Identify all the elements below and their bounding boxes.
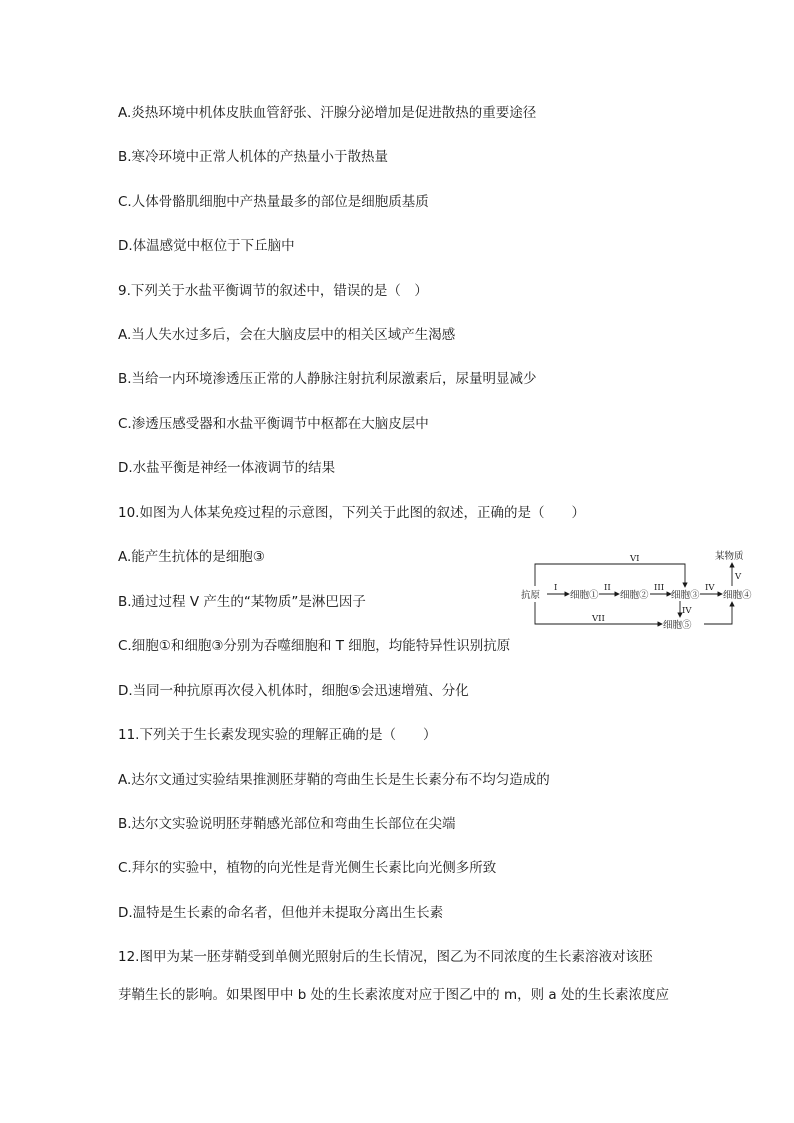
edge-label-iv-down: IV [682, 606, 692, 616]
q8-option-a: A.炎热环境中机体皮肤血管舒张、汗腺分泌增加是促进散热的重要途径 [118, 105, 537, 121]
q9-option-a: A.当人失水过多后，会在大脑皮层中的相关区域产生渴感 [118, 327, 456, 343]
node-cell2: 细胞② [620, 590, 649, 601]
q11-stem: 11.下列关于生长素发现实验的理解正确的是（ ） [118, 727, 437, 743]
edge-label-vi: VI [630, 554, 640, 564]
edge-label-ii: II [604, 583, 611, 593]
q10-option-a: A.能产生抗体的是细胞③ [118, 549, 265, 565]
q10-option-d: D.当同一种抗原再次侵入机体时，细胞⑤会迅速增殖、分化 [118, 683, 469, 699]
q9-option-d: D.水盐平衡是神经一体液调节的结果 [118, 460, 336, 476]
q8-option-d: D.体温感觉中枢位于下丘脑中 [118, 238, 295, 254]
q11-option-b: B.达尔文实验说明胚芽鞘感光部位和弯曲生长部位在尖端 [118, 816, 456, 832]
node-substance: 某物质 [715, 551, 744, 562]
edge-label-i: I [554, 583, 558, 593]
q8-option-c: C.人体骨骼肌细胞中产热量最多的部位是细胞质基质 [118, 194, 429, 210]
q11-option-a: A.达尔文通过实验结果推测胚芽鞘的弯曲生长是生长素分布不均匀造成的 [118, 772, 550, 788]
q12-stem-line1: 12.图甲为某一胚芽鞘受到单侧光照射后的生长情况，图乙为不同浓度的生长素溶液对该胚 [118, 949, 653, 965]
node-cell1: 细胞① [570, 590, 599, 601]
q11-option-c: C.拜尔的实验中，植物的向光性是背光侧生长素比向光侧多所致 [118, 860, 497, 876]
edge-label-v: V [735, 572, 742, 582]
immune-process-diagram [520, 548, 760, 634]
node-cell4: 细胞④ [723, 590, 752, 601]
edge-label-iii: III [654, 583, 665, 593]
q9-option-b: B.当给一内环境渗透压正常的人静脉注射抗利尿激素后，尿量明显减少 [118, 371, 537, 387]
arrow-cell5-cell4 [704, 602, 732, 624]
q10-option-b: B.通过过程 V 产生的“某物质”是淋巴因子 [118, 594, 366, 610]
q10-option-c: C.细胞①和细胞③分别为吞噬细胞和 T 细胞，均能特异性识别抗原 [118, 638, 511, 654]
q11-option-d: D.温特是生长素的命名者，但他并未提取分离出生长素 [118, 905, 444, 921]
node-cell5: 细胞⑤ [663, 620, 692, 631]
q12-stem-line2: 芽鞘生长的影响。如果图甲中 b 处的生长素浓度对应于图乙中的 m，则 a 处的生长素浓度应 [118, 987, 669, 1003]
edge-label-iv-top: IV [705, 583, 715, 593]
q10-stem: 10.如图为人体某免疫过程的示意图，下列关于此图的叙述，正确的是（ ） [118, 505, 585, 521]
node-antigen: 抗原 [521, 590, 541, 601]
edge-label-vii: VII [592, 614, 605, 624]
node-cell3: 细胞③ [671, 590, 700, 601]
q9-stem: 9.下列关于水盐平衡调节的叙述中，错误的是（ ） [118, 283, 428, 299]
q9-option-c: C.渗透压感受器和水盐平衡调节中枢都在大脑皮层中 [118, 416, 429, 432]
q8-option-b: B.寒冷环境中正常人机体的产热量小于散热量 [118, 149, 389, 165]
